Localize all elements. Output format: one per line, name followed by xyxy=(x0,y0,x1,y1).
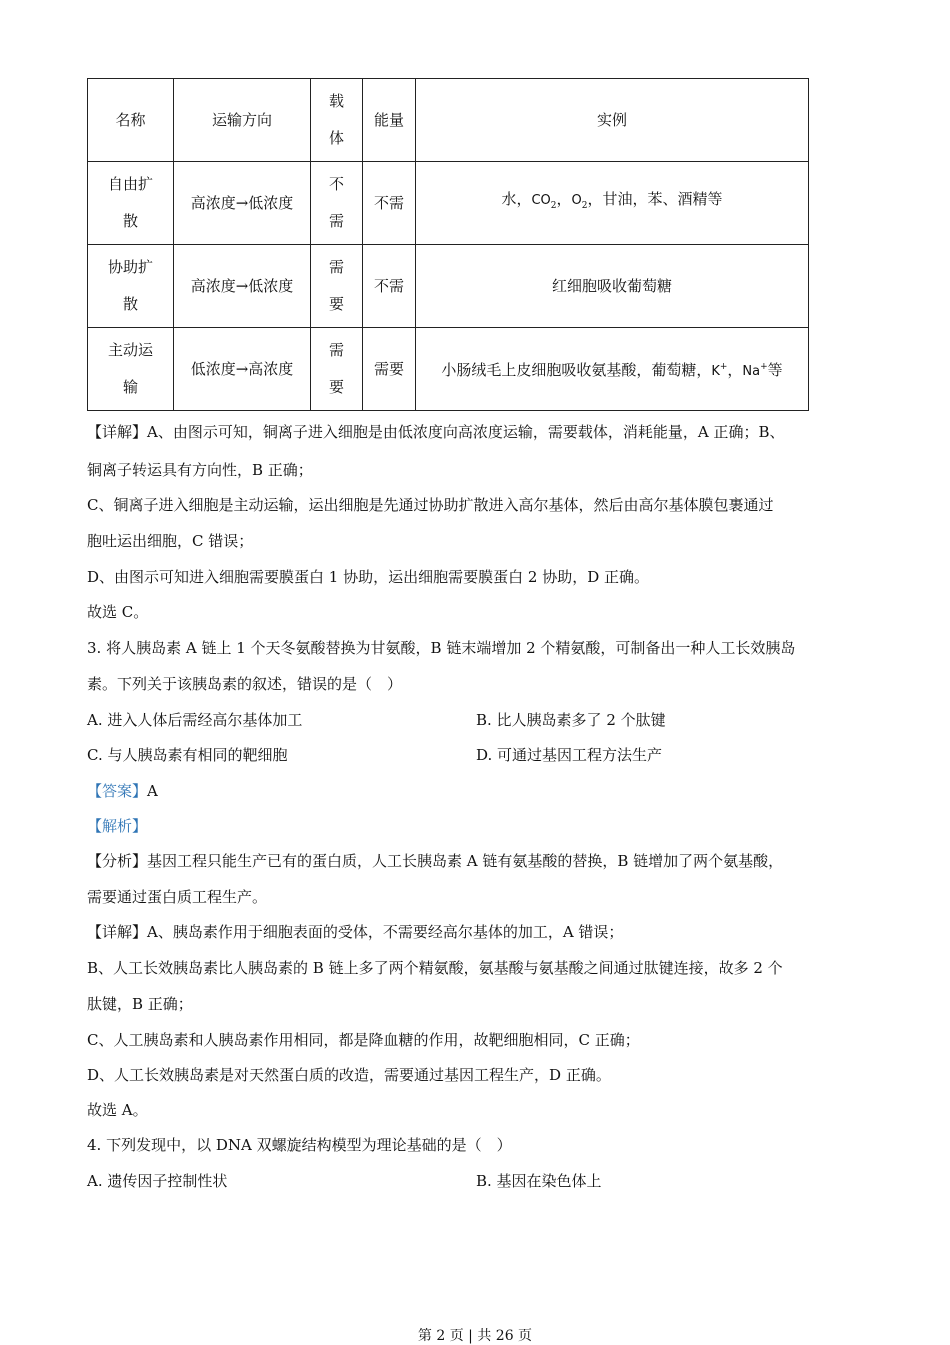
q3-answer xyxy=(87,781,867,801)
example-text: 等 xyxy=(767,360,783,379)
q3-detail-line: C、人工胰岛素和人胰岛素作用相同，都是降血糖的作用，故靶细胞相同，C 正确； xyxy=(87,1031,640,1049)
transport-comparison-table xyxy=(87,78,809,411)
q3-detail-line: 【详解】A、胰岛素作用于细胞表面的受体，不需要经高尔基体的加工，A 错误； xyxy=(87,923,624,941)
example-text: Na xyxy=(742,363,761,379)
q2-choice: 故选 C。 xyxy=(87,603,149,621)
example-text: ， xyxy=(727,360,743,379)
q3-option-c: C. 与人胰岛素有相同的靶细胞 xyxy=(87,746,288,764)
example-text: 水， xyxy=(501,190,532,208)
q3-detail-line: B、人工长效胰岛素比人胰岛素的 B 链上多了两个精氨酸，氨基酸与氨基酸之间通过肽键连接，故多 2 个 xyxy=(87,959,783,977)
q3-detail-line: 肽键，B 正确； xyxy=(87,995,193,1013)
example-text: 小肠绒毛上皮细胞吸收氨基酸，葡萄糖， xyxy=(441,360,712,379)
q2-detail-line: C、铜离子进入细胞是主动运输，运出细胞是先通过协助扩散进入高尔基体，然后由高尔基体膜包裹通过 xyxy=(87,496,774,514)
example-superscript: + xyxy=(760,361,768,372)
answer-value: A xyxy=(147,782,158,800)
example-superscript: + xyxy=(719,361,728,372)
example-subscript: 2 xyxy=(581,201,588,211)
q2-detail-line: 铜离子转运具有方向性，B 正确； xyxy=(87,461,313,479)
q3-option-a: A. 进入人体后需经高尔基体加工 xyxy=(87,711,303,729)
table-cell-carrier: 需要 xyxy=(311,328,363,411)
example-text: CO xyxy=(531,193,551,208)
table-cell-example xyxy=(416,328,809,411)
q3-choice: 故选 A。 xyxy=(87,1101,148,1119)
q3-stem: 3. 将人胰岛素 A 链上 1 个天冬氨酸替换为甘氨酸，B 链末端增加 2 个精氨酸，可制备出一种人工长效胰岛 xyxy=(87,639,796,657)
example-text: O xyxy=(571,193,582,208)
table-cell-carrier: 需要 xyxy=(311,245,363,328)
table-row xyxy=(88,245,809,328)
table-cell-carrier: 不需 xyxy=(311,162,363,245)
table-cell-name: 主动运输 xyxy=(88,328,174,411)
q3-stem: 素。下列关于该胰岛素的叙述，错误的是（ ） xyxy=(87,675,403,693)
q4-option-b: B. 基因在染色体上 xyxy=(476,1172,602,1190)
q3-detail-line: D、人工长效胰岛素是对天然蛋白质的改造，需要通过基因工程生产，D 正确。 xyxy=(87,1066,611,1084)
table-row xyxy=(88,328,809,411)
table-cell-name: 协助扩散 xyxy=(88,245,174,328)
q2-detail-line: D、由图示可知进入细胞需要膜蛋白 1 协助，运出细胞需要膜蛋白 2 协助，D 正确。 xyxy=(87,568,649,586)
q4-option-a: A. 遗传因子控制性状 xyxy=(87,1172,228,1190)
table-cell-name: 自由扩散 xyxy=(88,162,174,245)
table-cell-energy: 不需 xyxy=(363,162,416,245)
q2-detail-line: 胞吐运出细胞，C 错误； xyxy=(87,532,254,550)
table-cell-direction: 高浓度→低浓度 xyxy=(174,162,311,245)
table-row xyxy=(88,162,809,245)
example-text: ，甘油，苯、酒精等 xyxy=(587,190,723,208)
table-cell-example xyxy=(416,245,809,328)
q3-option-b: B. 比人胰岛素多了 2 个肽键 xyxy=(476,711,666,729)
q2-detail-line: 【详解】A、由图示可知，铜离子进入细胞是由低浓度向高浓度运输，需要载体，消耗能量，A 正确；B、 xyxy=(87,423,785,441)
table-cell-example xyxy=(416,162,809,245)
table-header-cell: 名称 xyxy=(88,79,174,162)
table-cell-direction: 低浓度→高浓度 xyxy=(174,328,311,411)
q3-analysis-line: 【分析】基因工程只能生产已有的蛋白质，人工长胰岛素 A 链有氨基酸的替换，B 链增加了两个氨基酸， xyxy=(87,852,784,870)
q4-stem: 4. 下列发现中，以 DNA 双螺旋结构模型为理论基础的是（ ） xyxy=(87,1136,512,1154)
example-text: ， xyxy=(556,190,572,208)
table-header-row xyxy=(88,79,809,162)
table-header-cell: 实例 xyxy=(416,79,809,162)
table-cell-energy: 需要 xyxy=(363,328,416,411)
example-subscript: 2 xyxy=(550,201,557,211)
table-header-cell: 能量 xyxy=(363,79,416,162)
q3-option-d: D. 可通过基因工程方法生产 xyxy=(476,746,663,764)
table-header-cell: 运输方向 xyxy=(174,79,311,162)
table-cell-direction: 高浓度→低浓度 xyxy=(174,245,311,328)
analysis-label: 【解析】 xyxy=(87,817,148,835)
example-text: 红细胞吸收葡萄糖 xyxy=(551,276,672,295)
page-footer: 第 2 页 | 共 26 页 xyxy=(417,1328,533,1344)
table-cell-energy: 不需 xyxy=(363,245,416,328)
q3-analysis-line: 需要通过蛋白质工程生产。 xyxy=(87,888,268,906)
answer-label: 【答案】 xyxy=(87,782,148,800)
example-text: K xyxy=(711,363,720,379)
table-header-cell: 载体 xyxy=(311,79,363,162)
